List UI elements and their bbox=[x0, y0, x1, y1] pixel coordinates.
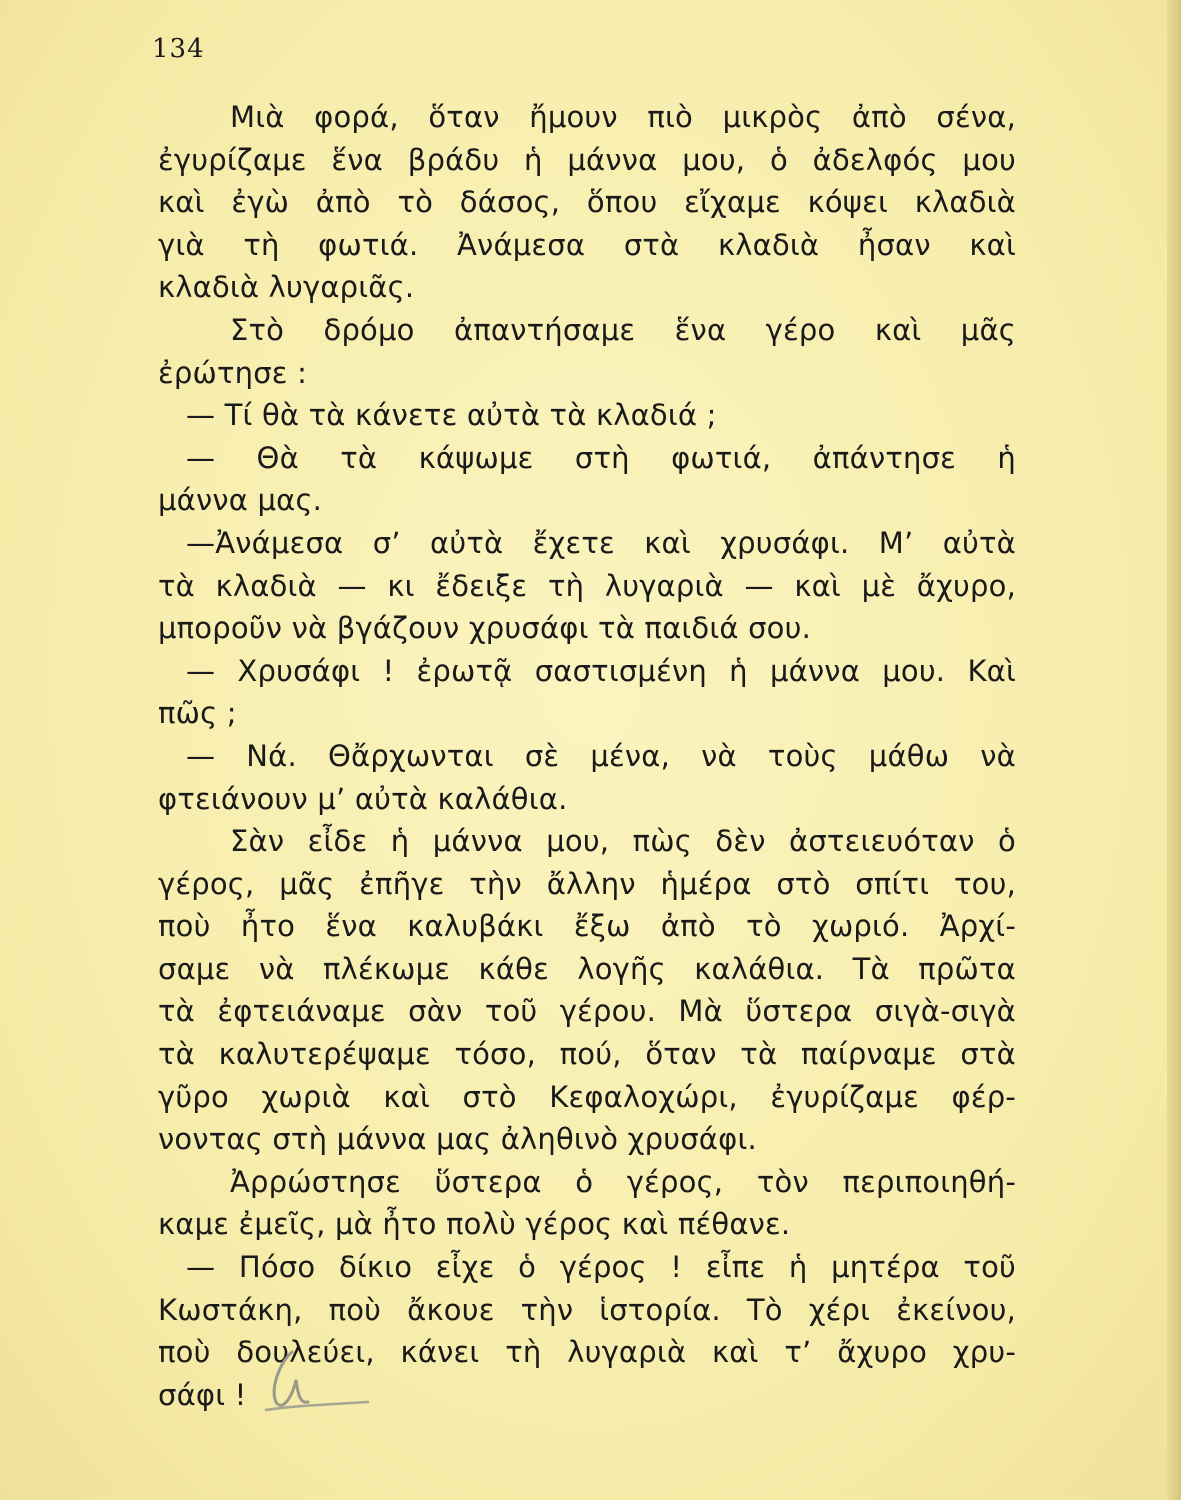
text-line: καὶ ἐγὼ ἀπὸ τὸ δάσος, ὅπου εἴχαμε κόψει κλαδιὰ bbox=[158, 185, 1016, 220]
text-line: γέρος, μᾶς ἐπῆγε τὴν ἄλλην ἡμέρα στὸ σπίτι του, bbox=[158, 866, 1016, 901]
pencil-mark-icon bbox=[262, 1340, 372, 1420]
text-line: γιὰ τὴ φωτιά. Ἀνάμεσα στὰ κλαδιὰ ἦσαν καὶ bbox=[158, 227, 1016, 262]
text-line: Στὸ δρόμο ἀπαντήσαμε ἕνα γέρο καὶ μᾶς bbox=[230, 312, 1016, 347]
text-line: σάφι ! bbox=[158, 1377, 247, 1412]
page-edge bbox=[1167, 0, 1181, 1500]
text-line: ἐγυρίζαμε ἕνα βράδυ ἡ μάννα μου, ὁ ἀδελφός μου bbox=[158, 142, 1016, 177]
text-line: Ἀρρώστησε ὕστερα ὁ γέρος, τὸν περιποιηθή- bbox=[230, 1164, 1016, 1199]
text-line: — Χρυσάφι ! ἐρωτᾷ σαστισμένη ἡ μάννα μου. Καὶ bbox=[186, 653, 1016, 688]
text-line: μάννα μας. bbox=[158, 483, 323, 518]
text-line: Μιὰ φορά, ὅταν ἤμουν πιὸ μικρὸς ἀπὸ σένα, bbox=[230, 100, 1016, 134]
text-line: — Πόσο δίκιο εἶχε ὁ γέρος ! εἶπε ἡ μητέρα τοῦ bbox=[186, 1250, 1016, 1285]
text-line: νοντας στὴ μάννα μας ἀληθινὸ χρυσάφι. bbox=[158, 1122, 757, 1157]
text-line: Κωστάκη, ποὺ ἄκουε τὴν ἱστορία. Τὸ χέρι ἐκείνου, bbox=[158, 1292, 1016, 1327]
text-line: κλαδιὰ λυγαριᾶς. bbox=[158, 270, 415, 305]
text-line: — Νά. Θἄρχωνται σὲ μένα, νὰ τοὺς μάθω νὰ bbox=[186, 738, 1016, 773]
text-line: σαμε νὰ πλέκωμε κάθε λογῆς καλάθια. Τὰ πρῶτα bbox=[158, 951, 1016, 986]
text-line: — Θὰ τὰ κάψωμε στὴ φωτιά, ἀπάντησε ἡ bbox=[186, 440, 1016, 475]
text-line: ποὺ δουλεύει, κάνει τὴ λυγαριὰ καὶ τ’ ἄχυρο χρυ- bbox=[158, 1335, 1016, 1370]
text-line: τὰ κλαδιὰ — κι ἔδειξε τὴ λυγαριὰ — καὶ μὲ ἄχυρο, bbox=[158, 568, 1016, 603]
text-line: ποὺ ἦτο ἕνα καλυβάκι ἔξω ἀπὸ τὸ χωριό. Ἀρχί- bbox=[158, 909, 1016, 944]
text-line: μποροῦν νὰ βγάζουν χρυσάφι τὰ παιδιά σου. bbox=[158, 611, 812, 646]
text-line: φτειάνουν μ’ αὐτὰ καλάθια. bbox=[158, 781, 568, 816]
text-line: — Τί θὰ τὰ κάνετε αὐτὰ τὰ κλαδιά ; bbox=[186, 398, 717, 433]
text-line: τὰ ἐφτειάναμε σὰν τοῦ γέρου. Μὰ ὕστερα σιγὰ-σιγὰ bbox=[158, 994, 1016, 1029]
text-line: ἐρώτησε : bbox=[158, 355, 308, 390]
text-line: —Ἀνάμεσα σ’ αὐτὰ ἔχετε καὶ χρυσάφι. Μ’ αὐτὰ bbox=[186, 525, 1016, 560]
text-line: Σὰν εἶδε ἡ μάννα μου, πὼς δὲν ἀστειευόταν ὁ bbox=[230, 824, 1016, 859]
body-text bbox=[158, 96, 1016, 1416]
text-line: τὰ καλυτερέψαμε τόσο, πού, ὅταν τὰ παίρναμε στὰ bbox=[158, 1037, 1016, 1072]
page-number: 134 bbox=[152, 34, 205, 64]
text-line: καμε ἐμεῖς, μὰ ἦτο πολὺ γέρος καὶ πέθανε. bbox=[158, 1207, 791, 1242]
text-line: γῦρο χωριὰ καὶ στὸ Κεφαλοχώρι, ἐγυρίζαμε φέρ- bbox=[158, 1079, 1016, 1114]
text-line: πῶς ; bbox=[158, 696, 237, 731]
